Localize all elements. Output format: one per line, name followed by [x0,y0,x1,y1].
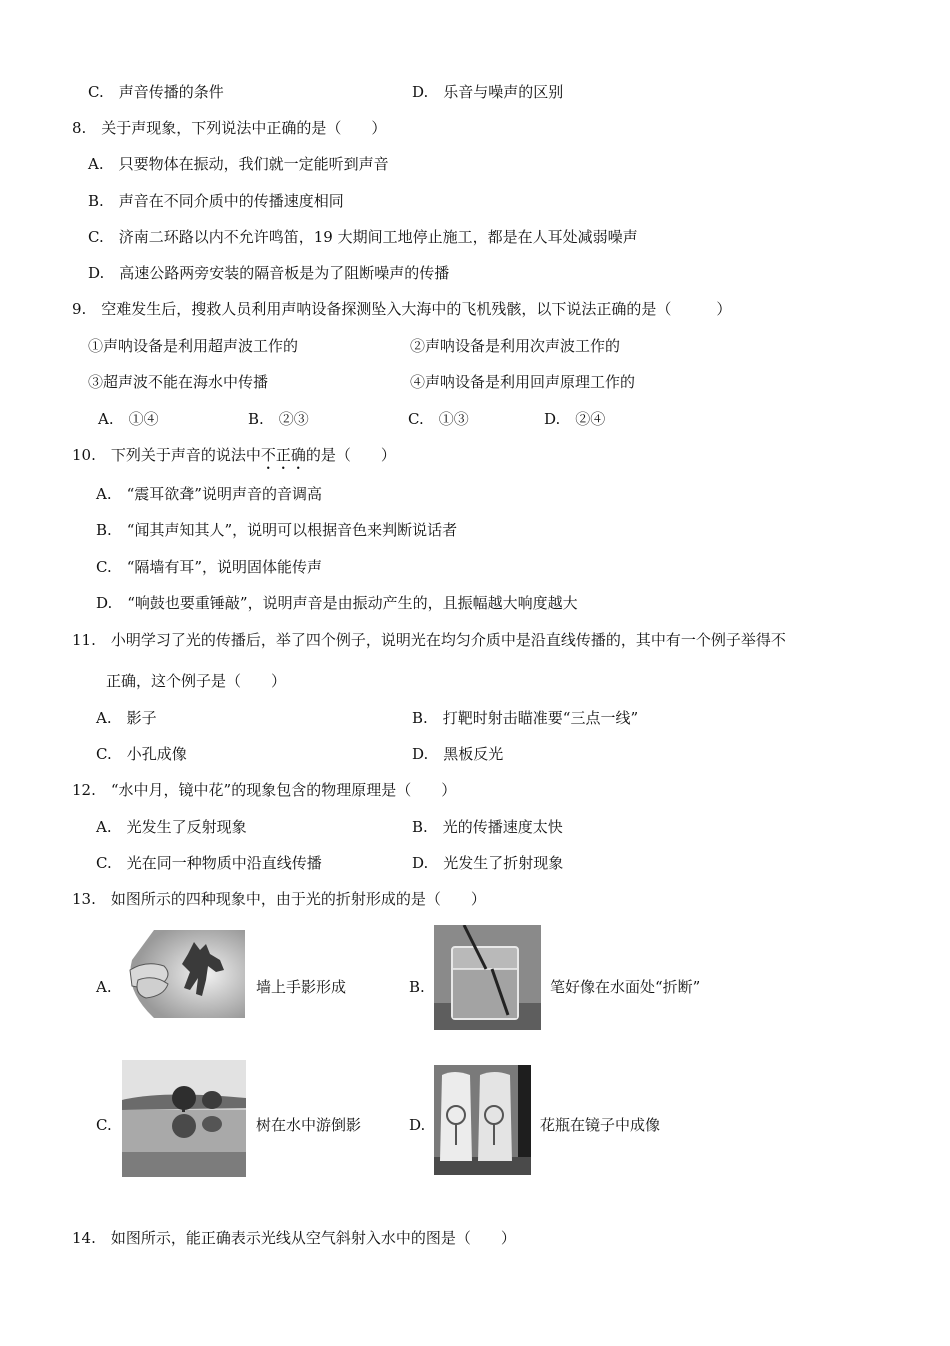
q11-stem-line1: 11. 小明学习了光的传播后，举了四个例子，说明光在均匀介质中是沿直线传播的，其中有一个例子举得不 [72,631,786,649]
q11-option-c: C. 小孔成像 [96,745,187,763]
q9-statement-1: ①声呐设备是利用超声波工作的 [88,337,299,355]
q10-stem-emphasis: 不正确 [260,446,306,464]
hand-shadow-image [124,930,245,1018]
q9-stem: 9. 空难发生后，搜救人员利用声呐设备探测坠入大海中的飞机残骸，以下说法正确的是（ ） [72,300,732,318]
q12-option-d: D. 光发生了折射现象 [412,854,564,872]
q13-stem: 13. 如图所示的四种现象中，由于光的折射形成的是（ ） [72,890,486,908]
q9-option-d: D. ②④ [544,410,606,428]
q7-option-c: C. 声音传播的条件 [88,83,224,101]
q10-stem-pre: 10. 下列关于声音的说法中 [72,446,261,464]
vase-mirror-image [434,1065,531,1175]
q14-stem: 14. 如图所示，能正确表示光线从空气斜射入水中的图是（ ） [72,1229,516,1247]
q13-option-a-text: 墙上手影形成 [256,978,347,996]
q9-statement-3: ③超声波不能在海水中传播 [88,373,269,391]
q9-option-c: C. ①③ [408,410,469,428]
q11-option-d: D. 黑板反光 [412,745,504,763]
q13-option-b-text: 笔好像在水面处“折断” [550,978,701,996]
q13-option-b-label: B. [409,978,425,996]
q13-option-c-label: C. [96,1116,112,1134]
q12-stem: 12. “水中月，镜中花”的现象包含的物理原理是（ ） [72,781,457,799]
q8-option-d: D. 高速公路两旁安装的隔音板是为了阻断噪声的传播 [88,264,450,282]
q12-option-a: A. 光发生了反射现象 [96,818,247,836]
pen-in-water-image [434,925,541,1030]
q11-option-a: A. 影子 [96,709,157,727]
q10-option-d: D. “响鼓也要重锤敲”，说明声音是由振动产生的，且振幅越大响度越大 [96,594,578,612]
q10-option-c: C. “隔墙有耳”，说明固体能传声 [96,558,323,576]
q9-statement-2: ②声呐设备是利用次声波工作的 [410,337,621,355]
q11-option-b: B. 打靶时射击瞄准要“三点一线” [412,709,639,727]
tree-reflection-image [122,1060,246,1177]
q9-statement-4: ④声呐设备是利用回声原理工作的 [410,373,636,391]
q8-option-b: B. 声音在不同介质中的传播速度相同 [88,192,344,210]
q12-option-b: B. 光的传播速度太快 [412,818,563,836]
q10-option-a: A. “震耳欲聋”说明声音的音调高 [96,485,322,503]
q7-option-d: D. 乐音与噪声的区别 [412,83,564,101]
q9-option-b: B. ②③ [248,410,309,428]
q8-option-a: A. 只要物体在振动，我们就一定能听到声音 [88,155,389,173]
q10-option-b: B. “闻其声知其人”，说明可以根据音色来判断说话者 [96,521,458,539]
q12-option-c: C. 光在同一种物质中沿直线传播 [96,854,322,872]
q13-option-a-label: A. [96,978,112,996]
q13-option-c-text: 树在水中游倒影 [256,1116,362,1134]
q11-stem-line2: 正确，这个例子是（ ） [106,672,287,690]
q8-stem: 8. 关于声现象，下列说法中正确的是（ ） [72,119,387,137]
q13-option-d-text: 花瓶在镜子中成像 [540,1116,661,1134]
q10-stem [72,445,396,473]
q13-option-d-label: D. [409,1116,426,1134]
q8-option-c: C. 济南二环路以内不允许鸣笛，19 大期间工地停止施工，都是在人耳处减弱噪声 [88,228,638,246]
q10-stem-post: 的是（ ） [305,446,396,464]
q9-option-a: A. ①④ [98,410,159,428]
